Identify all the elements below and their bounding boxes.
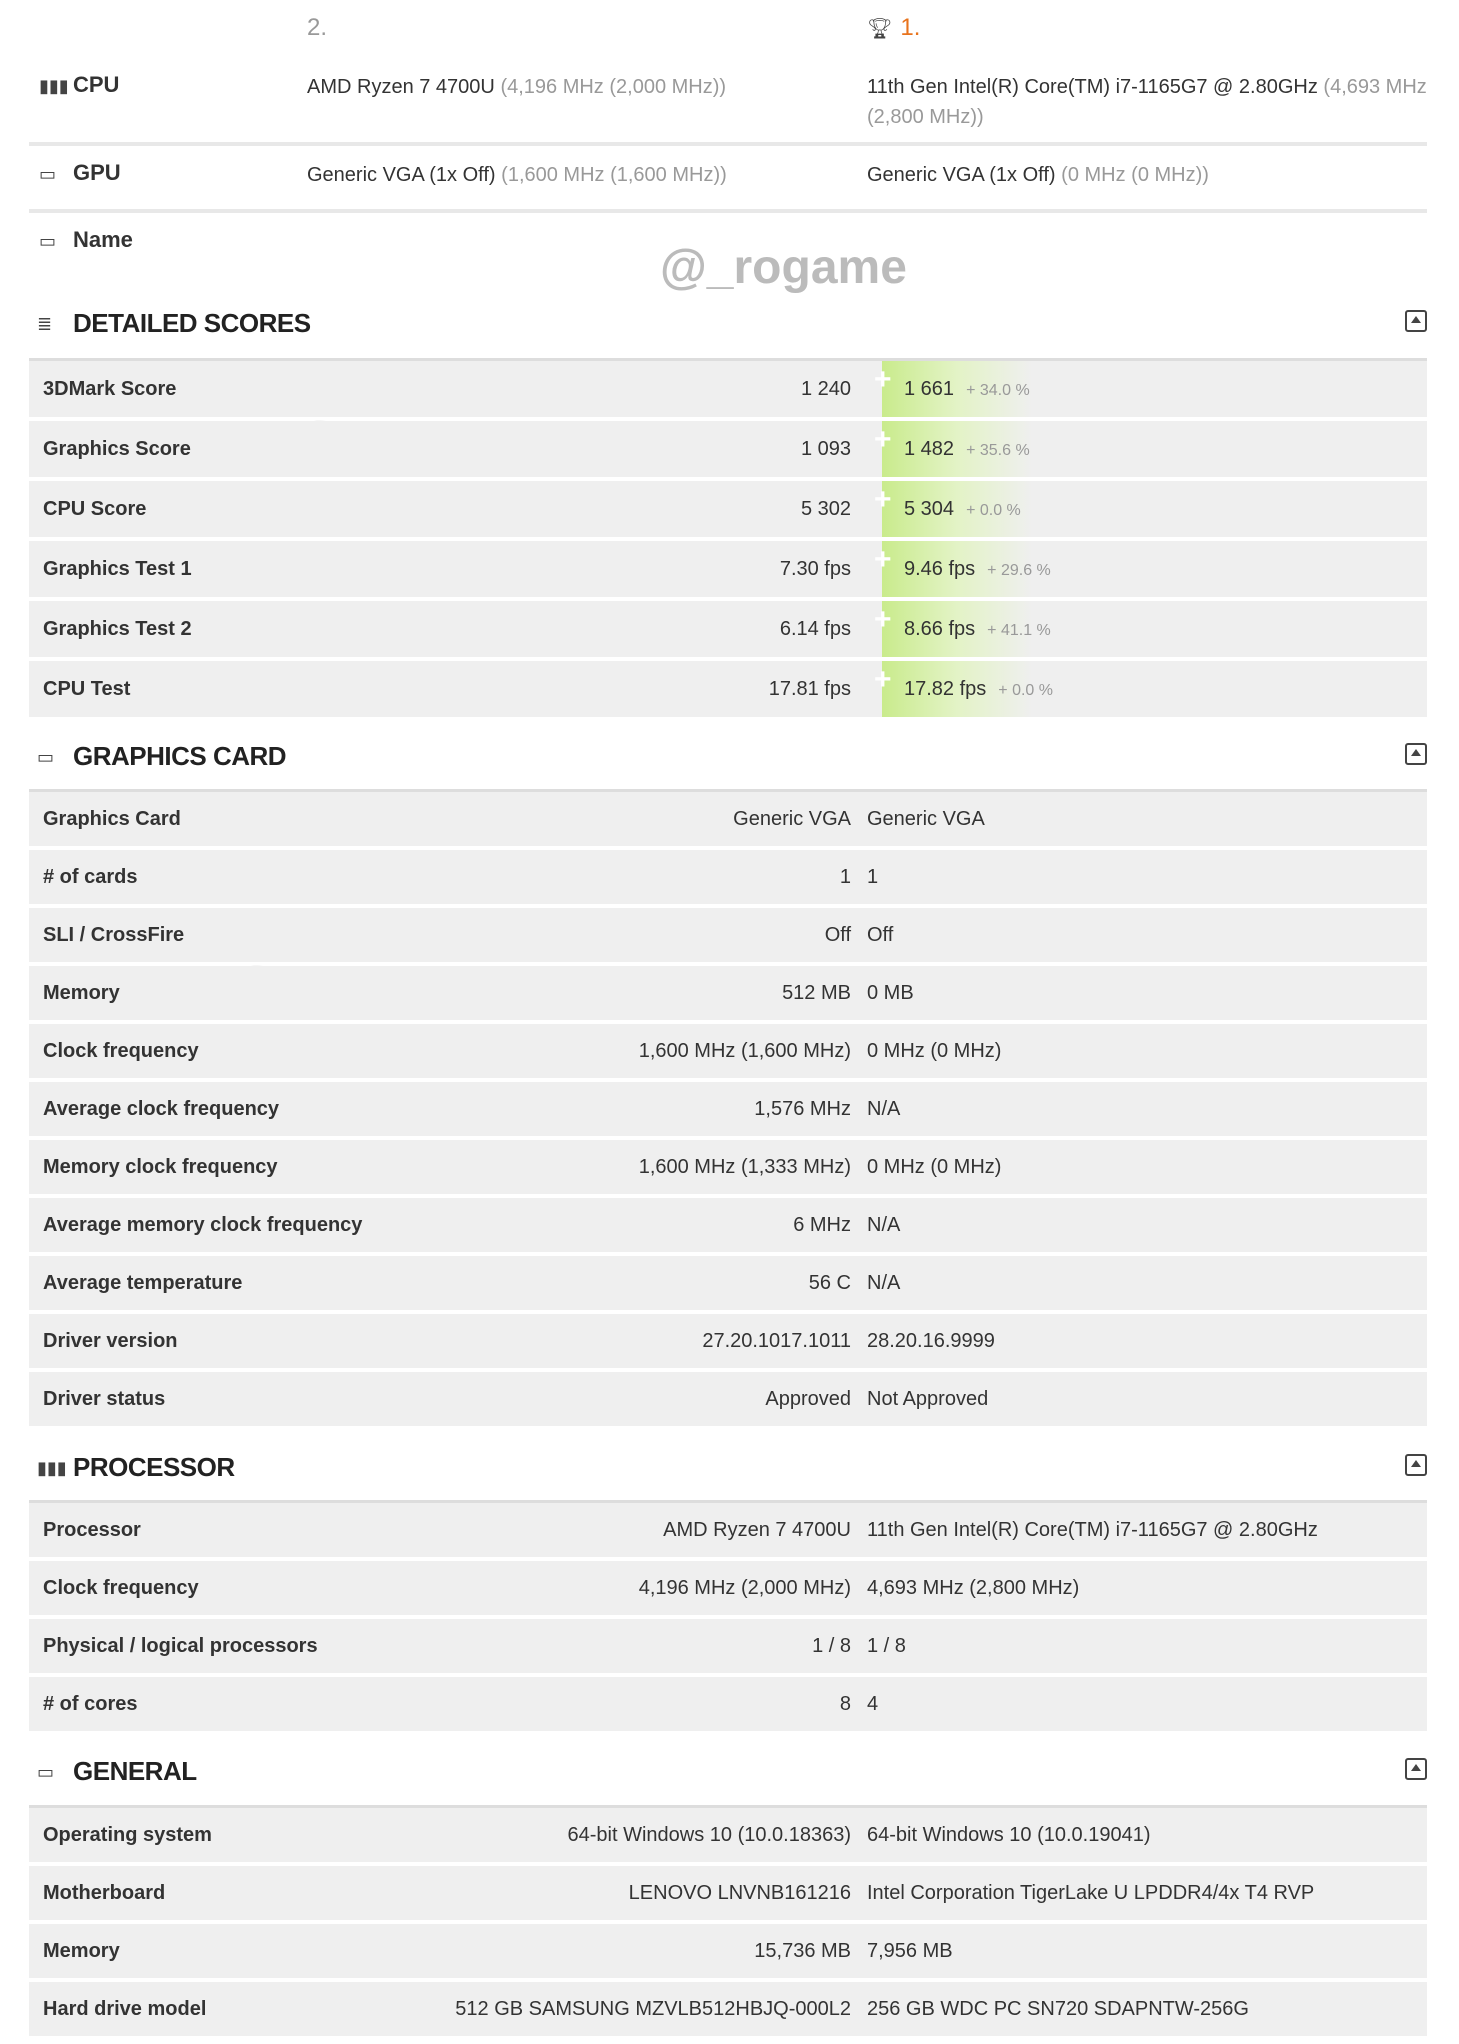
value-right: 7,956 MB (867, 1939, 953, 1962)
difference: + 35.6 % (966, 441, 1030, 459)
row-label: Memory (43, 1939, 120, 1962)
table-row (29, 1503, 1427, 1557)
trophy-icon: 🏆︎ (867, 18, 893, 40)
cpu-icon: ▮▮▮ (37, 1458, 67, 1478)
value-left: LENOVO LNVNB161216 (628, 1881, 851, 1904)
benchmark-comparison: 2. 🏆︎ 1. ▮▮▮ CPU AMD Ryzen 7 4700U (4,196 MHz (2,000 MHz)) 11th Gen Intel(R) Core(TM) i7-1165G7 @ 2.80GHz (4,693 MHz (2,800 MHz)) ▭ GPU Generic VGA (1x Off) (1,600 MHz (1,600 MHz)) Generic VGA (1x Off) (0 MHz (0 MHz)) ▭ Name @_rogame ≣ DETAILED SCORES 3DMark Score 1 240 + 1 661 + 34.0 % Graphics Score 1 093 + 1 482 + 35.6 % CPU Score 5 302 + 5 304 + 0.0 % Graphics Test 1 7.30 fps + 9.46 fps + 29.6 % Graphics Test 2 6.14 fps + 8.66 fps + 41.1 % CPU Test 17.81 fps + 17.82 fps + 0.0 % ▭ GRAPHICS CARD Graphics Card Generic VGA Generic VGA # of cards 1 1 SLI / CrossFire Off Off Memory 512 MB 0 MB Clock frequency 1,600 MHz (1,600 MHz) 0 MHz (0 MHz) Average clock frequency 1,576 MHz N/A Memory clock frequency 1,600 MHz (1,333 MHz) 0 MHz (0 MHz) Average memory clock frequency 6 MHz N/A Average temperature 56 C N/A Driver version 27.20.1017.1011 28.20.16.9999 Driver status Approved Not Approved ▮▮▮ PROCESSOR Processor AMD Ryzen 7 4700U 11th Gen Intel(R) Core(TM) i7-1165G7 @ 2.80GHz Clock frequency 4,196 MHz (2,000 MHz) 4,693 MHz (2,800 MHz) Physical / logical processors 1 / 8 1 / 8 # of cores 8 4 ▭ GENERAL Operating system 64-bit Windows 10 (10.0.18363) 64-bit Windows 10 (10.0.19041) Motherboard LENOVO LNVNB161216 Intel Corporation TigerLake U LPDDR4/4x T4 RVP Memory 15,736 MB 7,956 MB Hard drive model 512 GB SAMSUNG MZVLB512HBJQ-000L2 256 GB WDC PC SN720 SDAPNTW-256G (0, 0, 1459, 2044)
row-label: Graphics Card (43, 807, 181, 830)
row-label: Hard drive model (43, 1997, 207, 2020)
laptop-icon: ▭ (37, 1762, 55, 1782)
row-label: Graphics Test 2 (43, 617, 192, 640)
row-label: CPU Test (43, 677, 131, 700)
row-label: Average memory clock frequency (43, 1213, 363, 1236)
value-left: 1,600 MHz (1,600 MHz) (638, 1039, 851, 1062)
table-row (29, 1140, 1427, 1194)
value-left: 64-bit Windows 10 (10.0.18363) (567, 1823, 851, 1846)
row-label: Memory clock frequency (43, 1155, 278, 1178)
table-row (29, 1314, 1427, 1368)
row-label: 3DMark Score (43, 377, 177, 400)
divider (29, 209, 1427, 213)
section-title: GENERAL (73, 1756, 197, 1786)
plus-icon: + (874, 663, 892, 696)
value-right: Intel Corporation TigerLake U LPDDR4/4x T4 RVP (867, 1881, 1315, 1904)
value-left: 512 GB SAMSUNG MZVLB512HBJQ-000L2 (455, 1997, 851, 2020)
table-row (29, 541, 1427, 597)
value-left: 4,196 MHz (2,000 MHz) (638, 1576, 851, 1599)
watermark: @_rogame (660, 241, 907, 294)
row-label: Graphics Score (43, 437, 191, 460)
table-row (29, 1619, 1427, 1673)
plus-icon: + (874, 603, 892, 636)
collapse-button[interactable] (1405, 1758, 1427, 1780)
row-label: # of cores (43, 1692, 138, 1715)
cpu-icon: ▮▮▮ (39, 76, 69, 96)
value-left: Generic VGA (733, 807, 851, 830)
value-right: Generic VGA (867, 807, 985, 830)
rank-first: 🏆︎ 1. (867, 14, 921, 41)
table-row (29, 1982, 1427, 2036)
plus-icon: + (874, 423, 892, 456)
value-left: 17.81 fps (768, 677, 851, 700)
row-label: Motherboard (43, 1881, 166, 1904)
collapse-button[interactable] (1405, 743, 1427, 765)
value-right: 0 MB (867, 981, 914, 1004)
row-label: Physical / logical processors (43, 1634, 318, 1657)
value-left: Off (824, 923, 851, 946)
value-right: Off (867, 923, 894, 946)
table-row (29, 481, 1427, 537)
row-label: SLI / CrossFire (43, 923, 185, 946)
section-title: PROCESSOR (73, 1452, 235, 1482)
table-row (29, 1372, 1427, 1426)
processor-header (29, 1452, 1427, 1486)
row-label: Driver status (43, 1387, 166, 1410)
processor-table (29, 1503, 1427, 1735)
table-row (29, 661, 1427, 717)
value-right: 11th Gen Intel(R) Core(TM) i7-1165G7 @ 2.80GHz (867, 1518, 1318, 1541)
difference: + 29.6 % (987, 561, 1051, 579)
rank-second: 2. (307, 14, 328, 41)
table-row (29, 361, 1427, 417)
value-left: 1 240 (800, 377, 851, 400)
table-row (29, 1561, 1427, 1615)
value-right: N/A (867, 1213, 901, 1236)
table-row (29, 966, 1427, 1020)
graphics-card-header (29, 741, 1427, 775)
row-label: # of cards (43, 865, 138, 888)
value-left: 15,736 MB (754, 1939, 851, 1962)
value-right: N/A (867, 1097, 901, 1120)
row-label: Operating system (43, 1823, 212, 1846)
value-left: 1 / 8 (812, 1634, 851, 1657)
plus-icon: + (874, 363, 892, 396)
table-row (29, 1198, 1427, 1252)
value-left: 8 (839, 1692, 851, 1715)
section-title: DETAILED SCORES (73, 308, 311, 338)
value-right: 28.20.16.9999 (867, 1329, 995, 1352)
row-label: Memory (43, 981, 120, 1004)
value-right: 8.66 fps (904, 617, 976, 640)
row-label: Average temperature (43, 1271, 243, 1294)
row-label: Processor (43, 1518, 141, 1541)
difference: + 41.1 % (987, 621, 1051, 639)
row-label: Driver version (43, 1329, 178, 1352)
value-right: 256 GB WDC PC SN720 SDAPNTW-256G (867, 1997, 1249, 2020)
value-right: 1 482 (904, 437, 955, 460)
collapse-button[interactable] (1405, 1454, 1427, 1476)
table-row (29, 1256, 1427, 1310)
table-row (29, 1808, 1427, 1862)
value-right: 1 / 8 (867, 1634, 906, 1657)
value-left: Approved (765, 1387, 851, 1410)
row-label: Clock frequency (43, 1039, 199, 1062)
value-left: 1,576 MHz (754, 1097, 851, 1120)
table-row (29, 1024, 1427, 1078)
value-left: 5 302 (800, 497, 851, 520)
value-right: 1 (867, 865, 879, 888)
table-row (29, 601, 1427, 657)
value-right: 4 (867, 1692, 879, 1715)
plus-icon: + (874, 543, 892, 576)
value-left: 512 MB (782, 981, 851, 1004)
row-label: Graphics Test 1 (43, 557, 192, 580)
list-icon: ≣ (37, 314, 53, 334)
value-right: 0 MHz (0 MHz) (867, 1039, 1002, 1062)
value-left: 1,600 MHz (1,333 MHz) (638, 1155, 851, 1178)
plus-icon: + (874, 483, 892, 516)
value-right: 0 MHz (0 MHz) (867, 1155, 1002, 1178)
general-table (29, 1808, 1427, 2040)
row-label: CPU Score (43, 497, 147, 520)
table-row (29, 850, 1427, 904)
value-right: 4,693 MHz (2,800 MHz) (867, 1576, 1080, 1599)
row-label: Clock frequency (43, 1576, 199, 1599)
monitor-icon: ▭ (39, 231, 57, 251)
value-left: 6.14 fps (779, 617, 851, 640)
table-row (29, 1082, 1427, 1136)
value-right: 9.46 fps (904, 557, 976, 580)
value-right: Not Approved (867, 1387, 989, 1410)
detailed-scores-table (29, 361, 1427, 721)
value-left: 1 (839, 865, 851, 888)
detailed-scores-header (29, 308, 1427, 342)
collapse-button[interactable] (1405, 310, 1427, 332)
table-row (29, 1924, 1427, 1978)
section-title: GRAPHICS CARD (73, 741, 287, 771)
value-left: AMD Ryzen 7 4700U (663, 1518, 851, 1541)
difference: + 0.0 % (998, 681, 1053, 699)
value-right: 5 304 (904, 497, 955, 520)
graphics-card-table (29, 792, 1427, 1430)
table-row (29, 908, 1427, 962)
value-left: 27.20.1017.1011 (702, 1329, 851, 1352)
table-row (29, 421, 1427, 477)
value-left: 6 MHz (793, 1213, 851, 1236)
value-left: 1 093 (800, 437, 851, 460)
value-right: 64-bit Windows 10 (10.0.19041) (867, 1823, 1151, 1846)
table-row (29, 1677, 1427, 1731)
table-row (29, 792, 1427, 846)
table-row (29, 1866, 1427, 1920)
value-right: 1 661 (904, 377, 955, 400)
value-right: N/A (867, 1271, 901, 1294)
monitor-icon: ▭ (37, 747, 55, 767)
row-label: Average clock frequency (43, 1097, 280, 1120)
value-right: 17.82 fps (904, 677, 987, 700)
divider (29, 142, 1427, 146)
difference: + 0.0 % (966, 501, 1021, 519)
difference: + 34.0 % (966, 381, 1030, 399)
monitor-icon: ▭ (39, 164, 57, 184)
value-left: 56 C (808, 1271, 851, 1294)
general-header (29, 1756, 1427, 1790)
value-left: 7.30 fps (779, 557, 851, 580)
